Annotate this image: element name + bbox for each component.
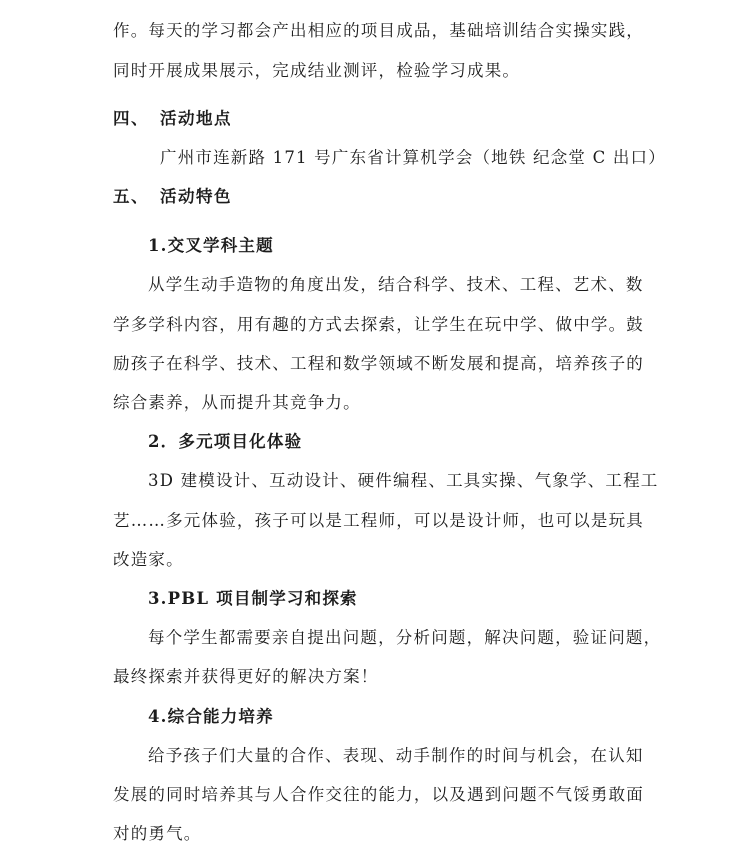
- item-1-line-1: 从学生动手造物的角度出发，结合科学、技术、工程、艺术、数: [148, 275, 644, 294]
- section-4-number: 四、: [113, 109, 149, 128]
- item-2-title: 2．多元项目化体验: [148, 432, 303, 451]
- intro-line-1: 作。每天的学习都会产出相应的项目成品，基础培训结合实操实践，: [113, 21, 644, 40]
- item-4-line-1: 给予孩子们大量的合作、表现、动手制作的时间与机会，在认知: [148, 746, 644, 765]
- section-4-address: 广州市连新路 171 号广东省计算机学会（地铁 纪念堂 C 出口）: [160, 148, 666, 167]
- item-3-line-2: 最终探索并获得更好的解决方案！: [113, 667, 379, 686]
- section-5-title: 活动特色: [160, 187, 232, 206]
- item-2-line-2: 艺……多元体验，孩子可以是工程师，可以是设计师，也可以是玩具: [113, 511, 644, 530]
- item-3-line-1: 每个学生都需要亲自提出问题，分析问题，解决问题，验证问题，: [148, 628, 662, 647]
- item-1-line-4: 综合素养，从而提升其竞争力。: [113, 393, 361, 412]
- item-4-title: 4.综合能力培养: [148, 707, 274, 726]
- item-4-line-2: 发展的同时培养其与人合作交往的能力，以及遇到问题不气馁勇敢面: [113, 785, 644, 804]
- item-1-title: 1.交叉学科主题: [148, 236, 274, 255]
- item-1-line-2: 学多学科内容，用有趣的方式去探索，让学生在玩中学、做中学。鼓: [113, 315, 644, 334]
- item-3-title: 3.PBL 项目制学习和探索: [148, 589, 358, 608]
- section-4-title: 活动地点: [160, 109, 232, 128]
- item-4-line-3: 对的勇气。: [113, 824, 202, 843]
- item-1-line-3: 励孩子在科学、技术、工程和数学领域不断发展和提高，培养孩子的: [113, 354, 644, 373]
- item-2-line-3: 改造家。: [113, 550, 184, 569]
- section-5-number: 五、: [113, 187, 149, 206]
- item-2-line-1: 3D 建模设计、互动设计、硬件编程、工具实操、气象学、工程工: [148, 471, 659, 490]
- intro-line-2: 同时开展成果展示，完成结业测评，检验学习成果。: [113, 61, 521, 80]
